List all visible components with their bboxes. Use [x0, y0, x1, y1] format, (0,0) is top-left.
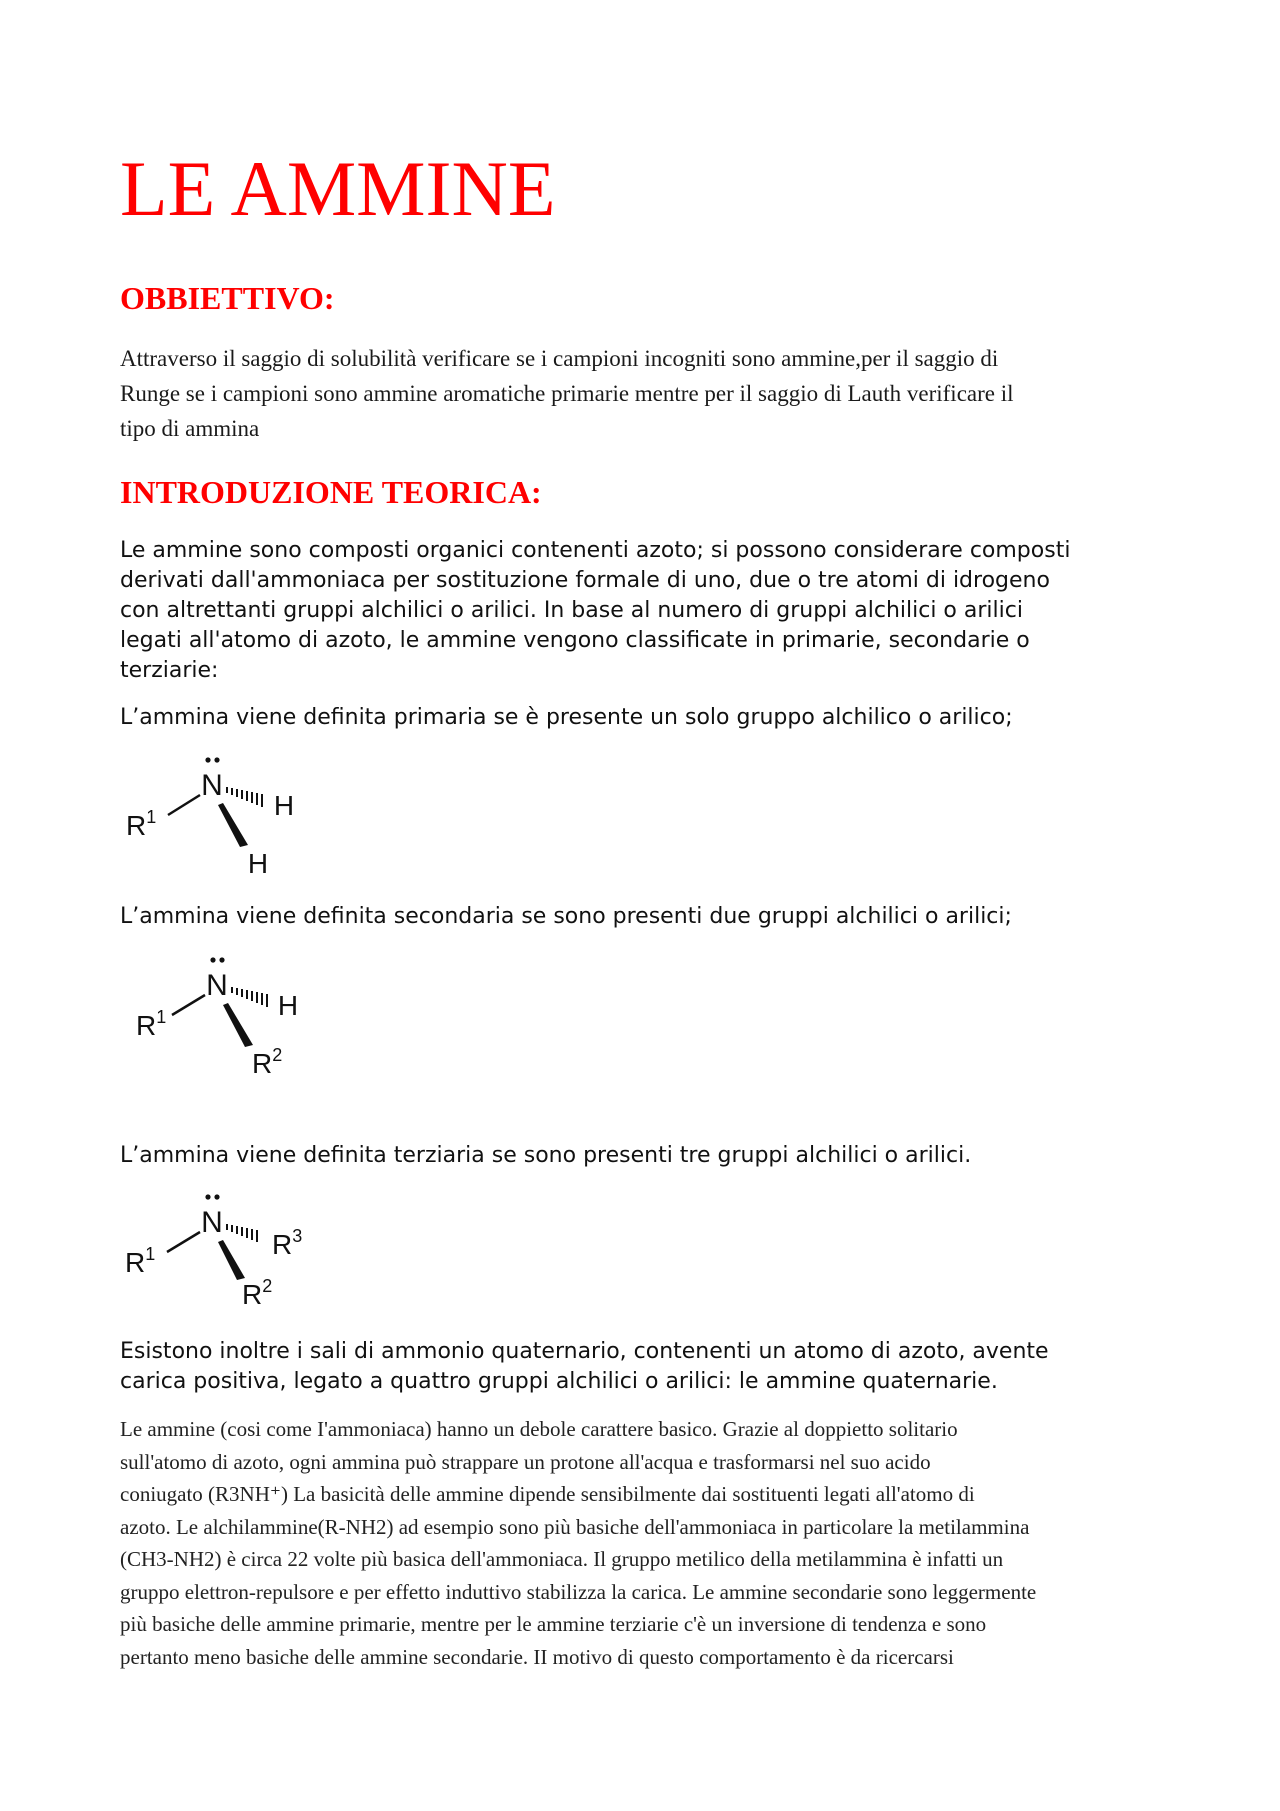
text-line: più basiche delle ammine primarie, mentre per le ammine terziarie c'è un inversione di tendenza e sono — [120, 1612, 987, 1636]
hash-substituent-label: H — [277, 990, 299, 1021]
lone-pair-dot — [205, 1194, 210, 1199]
single-bond — [168, 795, 200, 815]
objective-heading: OBBIETTIVO: — [120, 280, 335, 316]
nitrogen-label: N — [206, 969, 228, 1002]
r2-label: $R^2$ — [252, 1045, 283, 1075]
text-line: tipo di ammina — [120, 416, 260, 441]
introduction-heading: INTRODUZIONE TEORICA: — [120, 474, 542, 510]
r3-label: $R^3$ — [272, 1226, 303, 1260]
objective-paragraph — [120, 341, 1160, 446]
lone-pair-dot — [205, 757, 210, 762]
hashed-bond — [232, 987, 267, 1007]
document-title: LE AMMINE — [120, 145, 556, 232]
text-line: con altrettanti gruppi alchilici o arilici. In base al numero di gruppi alchilici o arilici — [120, 598, 1023, 623]
text-line: pertanto meno basiche delle ammine secondarie. II motivo di questo comportamento è da ricercarsi — [120, 1644, 954, 1669]
text-line: gruppo elettron-repulsore e per effetto induttivo stabilizza la carica. Le ammine secondarie sono leggermente — [120, 1579, 1037, 1604]
wedge-substituent-label: H — [247, 848, 269, 875]
lone-pair-dot — [214, 1194, 219, 1199]
lone-pair-dot — [214, 757, 219, 762]
text-line: Le ammine sono composti organici contenenti azoto; si possono considerare composti — [120, 538, 1071, 563]
primary-amine-structure — [120, 755, 340, 875]
text-line: Runge se i campioni sono ammine aromatiche primarie mentre per il saggio di Lauth verificare il — [120, 381, 1014, 406]
single-bond — [172, 995, 205, 1015]
primary-amine-text: L’ammina viene definita primaria se è presente un solo gruppo alchilico o arilico; — [120, 705, 1013, 730]
wedge-bond — [218, 1240, 245, 1280]
text-line: coniugato (R3NH⁺) La basicità delle ammine dipende sensibilmente dai sostituenti legati all'atomo di — [120, 1482, 975, 1506]
lone-pair-dot — [219, 957, 224, 962]
text-line: Le ammine (cosi come I'ammoniaca) hanno un debole carattere basico. Grazie al doppietto solitario — [120, 1417, 958, 1441]
text-line: carica positiva, legato a quattro gruppi alchilici o arilici: le ammine quaternarie. — [120, 1369, 998, 1394]
secondary-amine-structure — [120, 955, 340, 1075]
hash-substituent-label: H — [273, 790, 295, 821]
introduction-paragraph — [120, 536, 1160, 686]
lone-pair-dot — [210, 957, 215, 962]
r1-label: $R^1$ — [126, 807, 157, 841]
text-line: Attraverso il saggio di solubilità verificare se i campioni incogniti sono ammine,per il saggio di — [120, 346, 999, 371]
basicity-paragraph — [120, 1413, 1180, 1673]
wedge-bond — [223, 1003, 253, 1047]
text-line: (CH3-NH2) è circa 22 volte più basica dell'ammoniaca. Il gruppo metilico della metilammina è infatti un — [120, 1547, 1004, 1571]
secondary-amine-text: L’ammina viene definita secondaria se sono presenti due gruppi alchilici o arilici; — [120, 904, 1012, 929]
tertiary-amine-text: L’ammina viene definita terziaria se sono presenti tre gruppi alchilici o arilici. — [120, 1143, 972, 1168]
r1-label: $R^1$ — [125, 1244, 156, 1278]
single-bond — [167, 1232, 200, 1252]
text-line: azoto. Le alchilammine(R-NH2) ad esempio sono più basiche dell'ammoniaca in particolare la metilammina — [120, 1514, 1030, 1539]
nitrogen-label: N — [201, 769, 223, 802]
text-line: Esistono inoltre i sali di ammonio quaternario, contenenti un atomo di azoto, avente — [120, 1339, 1049, 1364]
hashed-bond — [227, 1224, 257, 1242]
nitrogen-label: N — [201, 1206, 223, 1239]
text-line: derivati dall'ammoniaca per sostituzione formale di uno, due o tre atomi di idrogeno — [120, 568, 1050, 593]
text-line: legati all'atomo di azoto, le ammine vengono classificate in primarie, secondarie o — [120, 628, 1030, 653]
r1-label: $R^1$ — [136, 1007, 167, 1041]
wedge-bond — [218, 803, 248, 847]
text-line: sull'atomo di azoto, ogni ammina può strappare un protone all'acqua e trasformarsi nel suo acido — [120, 1449, 931, 1474]
text-line: terziarie: — [120, 658, 219, 683]
r2-label: $R^2$ — [242, 1276, 273, 1310]
quaternary-paragraph — [120, 1337, 1160, 1397]
tertiary-amine-structure — [120, 1192, 340, 1312]
hashed-bond — [227, 787, 262, 807]
